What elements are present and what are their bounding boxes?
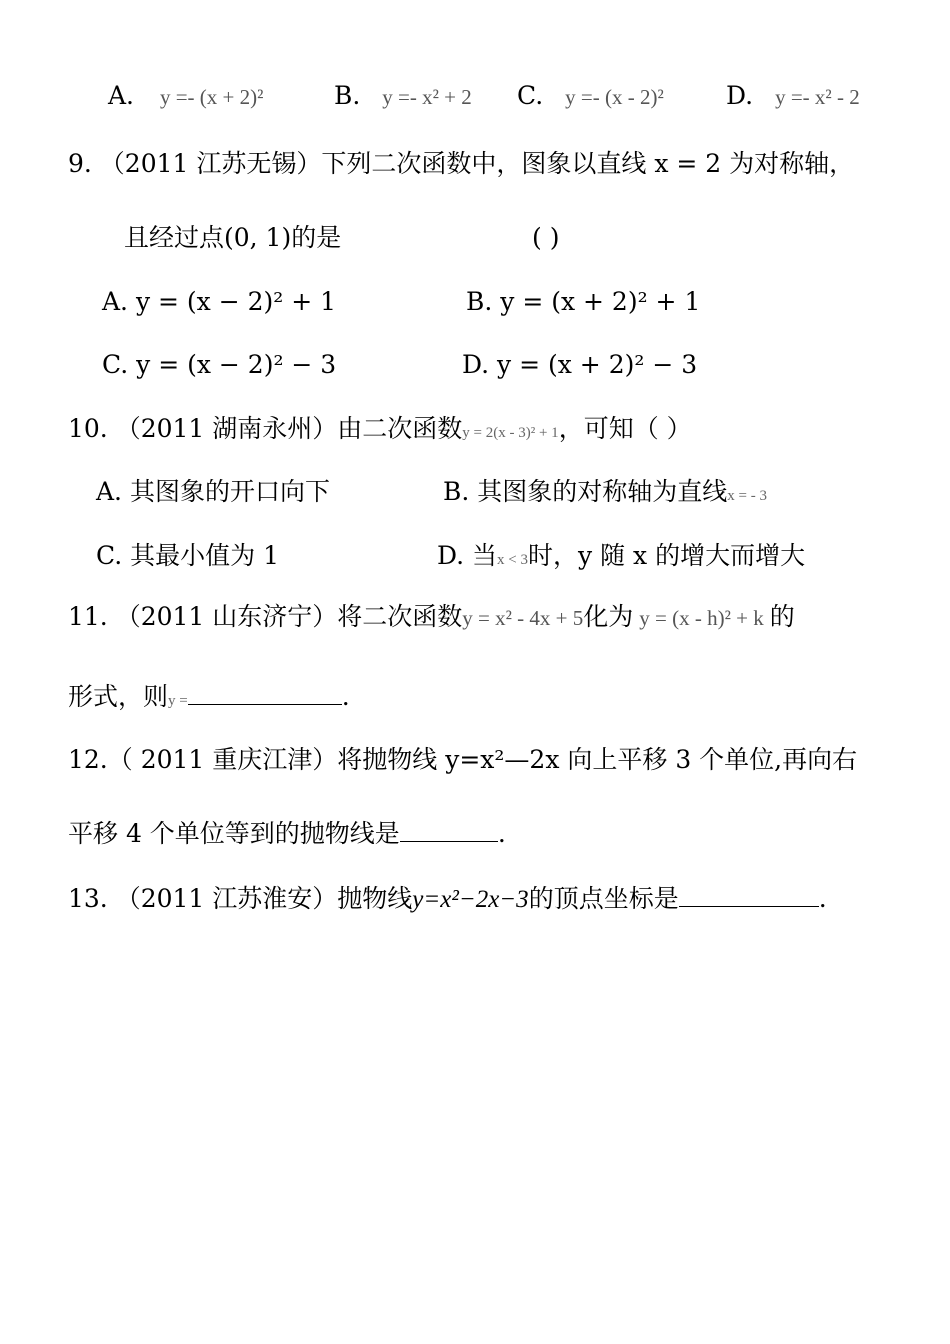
q12-answer-blank[interactable]	[400, 819, 498, 842]
q13-expr: y=x²−2x−3	[412, 886, 529, 913]
q8-option-b-expr: y =- x² + 2	[382, 85, 472, 109]
q9-answer-paren: ( )	[532, 223, 560, 252]
q11-y-label: y =	[168, 693, 188, 709]
q11-answer-blank[interactable]	[188, 682, 342, 705]
q11-expr-1: y = x² - 4x + 5	[462, 606, 584, 630]
q8-option-c: C. y =- (x - 2)²	[517, 81, 664, 110]
q9-option-b: B. y = (x + 2)² + 1	[466, 287, 701, 316]
q11-stem-line2: 形式，则y = .	[68, 682, 350, 711]
q10-option-d-expr: x < 3	[497, 552, 529, 568]
q8-option-c-expr: y =- (x - 2)²	[565, 85, 664, 109]
q9-stem-line2: 且经过点(0, 1)的是	[124, 223, 342, 252]
q8-option-d: D. y =- x² - 2	[726, 81, 860, 110]
q8-option-b: B. y =- x² + 2	[334, 81, 472, 110]
q9-option-c: C. y = (x − 2)² − 3	[102, 350, 337, 379]
q10-option-a: A. 其图象的开口向下	[96, 477, 330, 506]
q9-option-d: D. y = (x + 2)² − 3	[462, 350, 698, 379]
q13-stem: 13. （2011 江苏淮安）抛物线y=x²−2x−3的顶点坐标是 .	[68, 884, 827, 913]
q11-expr-2: y = (x - h)² + k	[639, 606, 764, 630]
q8-option-a: A. y =- (x + 2)²	[108, 81, 264, 110]
q8-option-a-expr: y =- (x + 2)²	[159, 85, 264, 109]
q12-stem-line1: 12.（ 2011 重庆江津）将抛物线 y=x²—2x 向上平移 3 个单位,再向右	[68, 745, 858, 774]
q10-function-expr: y = 2(x - 3)² + 1	[462, 425, 559, 441]
q13-answer-blank[interactable]	[679, 884, 819, 907]
q10-stem: 10. （2011 湖南永州）由二次函数y = 2(x - 3)² + 1，可知（ ）	[68, 414, 692, 443]
q12-stem-line2: 平移 4 个单位等到的抛物线是 .	[68, 819, 506, 848]
q8-option-d-expr: y =- x² - 2	[775, 85, 860, 109]
q9-option-a: A. y = (x − 2)² + 1	[102, 287, 337, 316]
q9-stem-line1: 9. （2011 江苏无锡）下列二次函数中，图象以直线 x = 2 为对称轴，	[68, 149, 855, 178]
q10-option-b-expr: x = - 3	[727, 488, 767, 504]
q11-stem-line1: 11. （2011 山东济宁）将二次函数y = x² - 4x + 5化为 y = (x - h)² + k 的	[68, 602, 795, 631]
q10-option-b: B. 其图象的对称轴为直线x = - 3	[443, 477, 767, 506]
q10-option-d: D. 当x < 3时，y 随 x 的增大而增大	[437, 541, 806, 570]
q10-option-c: C. 其最小值为 1	[96, 541, 279, 570]
